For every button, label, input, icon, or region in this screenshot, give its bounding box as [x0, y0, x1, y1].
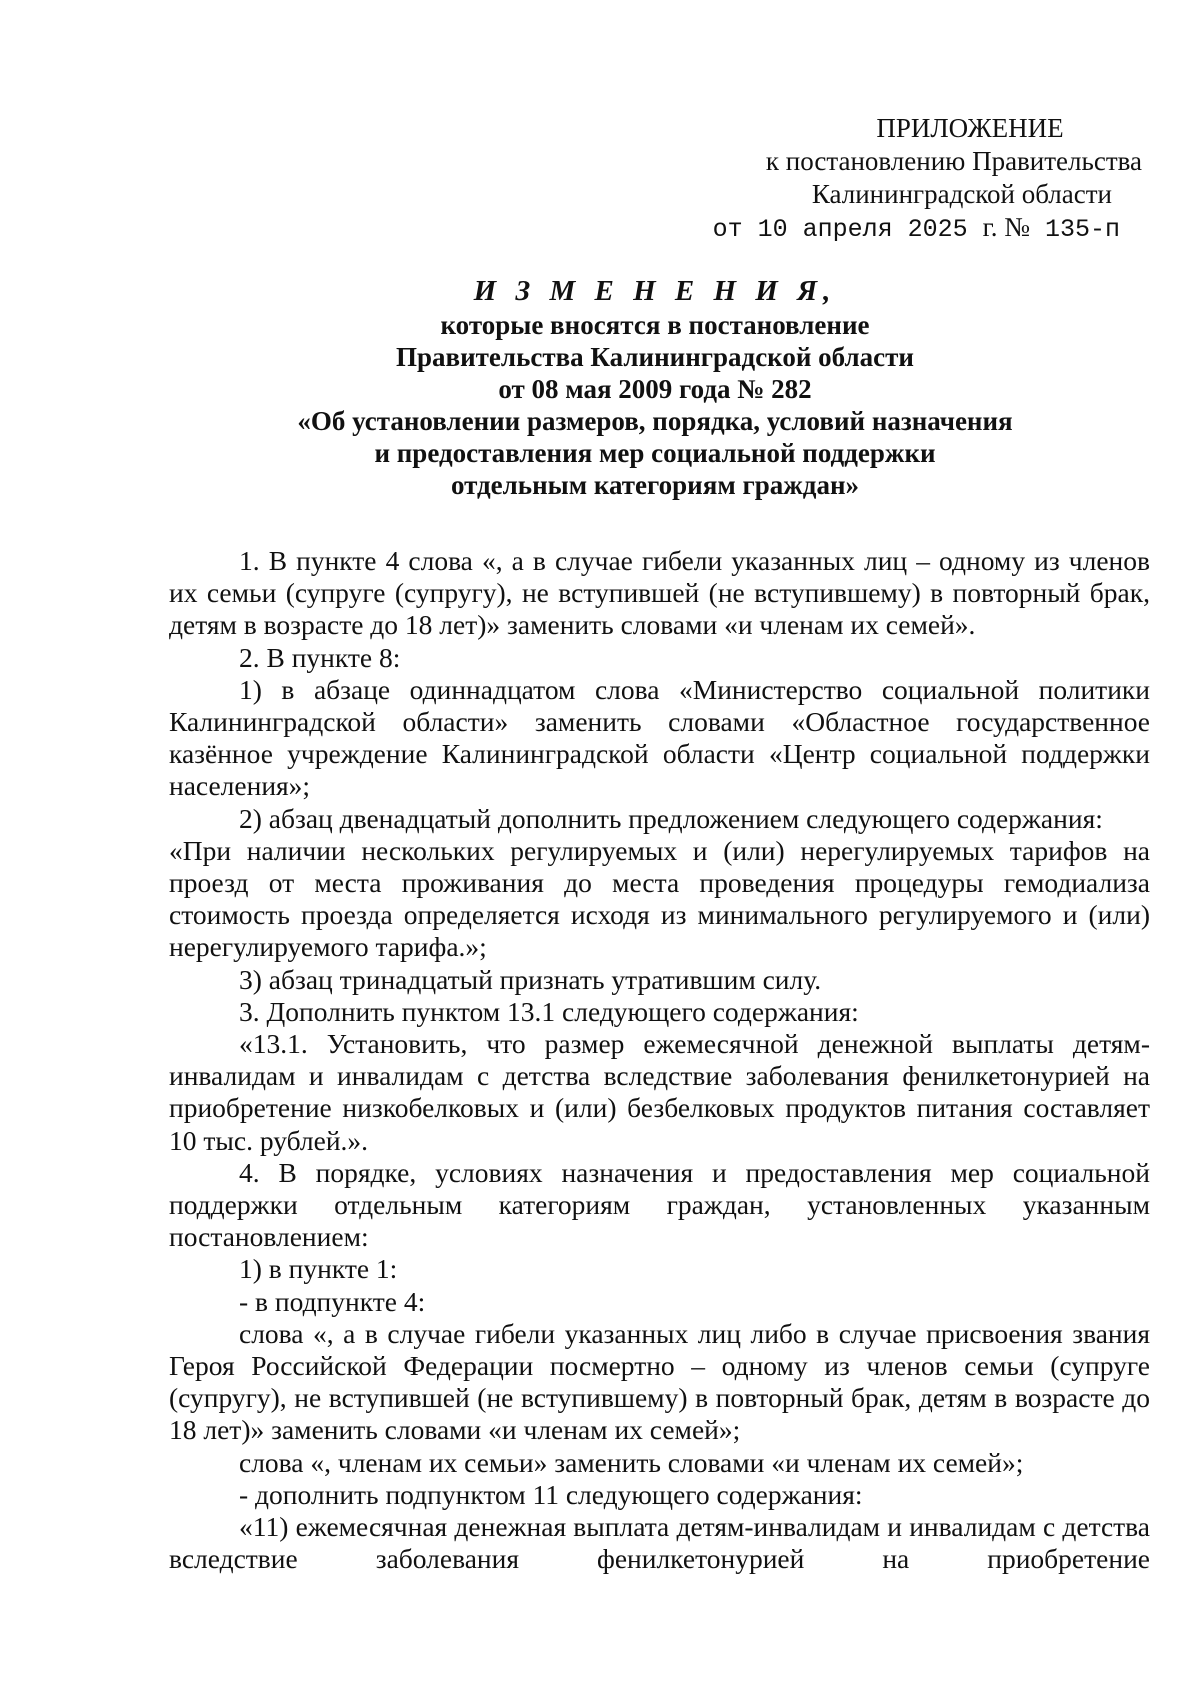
title-heading: И З М Е Н Е Н И Я,: [473, 275, 837, 307]
title-line: которые вносятся в постановление: [440, 310, 870, 340]
appendix-label: ПРИЛОЖЕНИЕ: [876, 113, 1064, 143]
region-name: Калининградской области: [811, 179, 1112, 209]
title-line: Правительства Калининградской области: [396, 342, 914, 372]
paragraph: 3. Дополнить пунктом 13.1 следующего содержания:: [239, 995, 859, 1027]
resolution-number: 135-п: [1044, 215, 1120, 244]
paragraph: - дополнить подпунктом 11 следующего содержания:: [239, 1478, 863, 1510]
appendix-header: [700, 112, 1160, 246]
paragraph: «11) ежемесячная денежная выплата детям-инвалидам и инвалидам с детства вследствие заболевания фенилкетонурией на приобретение: [169, 1511, 1150, 1575]
resolution-date-line: [700, 211, 1160, 246]
title-line: от 08 мая 2009 года № 282: [498, 374, 812, 404]
title-line: отдельным категориям граждан»: [450, 470, 860, 500]
document-body: [169, 545, 1150, 1576]
paragraph: 2) абзац двенадцатый дополнить предложением следующего содержания:: [239, 802, 1103, 834]
paragraph: 1) в абзаце одиннадцатом слова «Министерство социальной политики Калининградской области» заменить словами «Областное государственное казённое учреждение Калининградской области «Центр социальной поддержки населения»;: [169, 673, 1150, 802]
paragraph: «13.1. Установить, что размер ежемесячной денежной выплаты детям-инвалидам и инвалидам с детства вследствие заболевания фенилкетонурией на приобретение низкобелковых и (или) безбелковых продуктов питания составляет 10 тыс. рублей.».: [169, 1028, 1150, 1156]
paragraph: 2. В пункте 8:: [239, 641, 401, 673]
paragraph: 1. В пункте 4 слова «, а в случае гибели указанных лиц – одному из членов их семьи (супруге (супругу), не вступившей (не вступившему) в повторный брак, детям в возрасте до 18 лет)» заменить словами «и членам их семей».: [169, 545, 1150, 641]
title-line: и предоставления мер социальной поддержки: [374, 438, 936, 468]
paragraph: 3) абзац тринадцатый признать утратившим силу.: [239, 963, 822, 995]
title-line: «Об установлении размеров, порядка, условий назначения: [297, 406, 1013, 436]
resolution-number-label: г. №: [982, 212, 1030, 242]
paragraph: «При наличии нескольких регулируемых и (или) нерегулируемых тарифов на проезд от места проживания до места проведения процедуры гемодиализа стоимость проезда определяется исходя из минимального регулируемого и (или) нерегулируемого тарифа.»;: [169, 834, 1150, 963]
resolution-reference: к постановлению Правительства: [765, 146, 1142, 176]
paragraph: слова «, членам их семьи» заменить словами «и членам их семей»;: [239, 1446, 1024, 1478]
paragraph: 1) в пункте 1:: [239, 1253, 398, 1285]
resolution-date: от 10 апреля 2025: [712, 215, 968, 244]
document-title: [160, 275, 1150, 501]
paragraph: - в подпункте 4:: [239, 1285, 426, 1317]
paragraph: 4. В порядке, условиях назначения и предоставления мер социальной поддержки отдельным категориям граждан, установленных указанным постановлением:: [169, 1156, 1150, 1253]
paragraph: слова «, а в случае гибели указанных лиц либо в случае присвоения звания Героя Российской Федерации посмертно – одному из членов семьи (супруге (супругу), не вступившей (не вступившему) в повторный брак, детям в возрасте до 18 лет)» заменить словами «и членам их семей»;: [169, 1317, 1150, 1446]
